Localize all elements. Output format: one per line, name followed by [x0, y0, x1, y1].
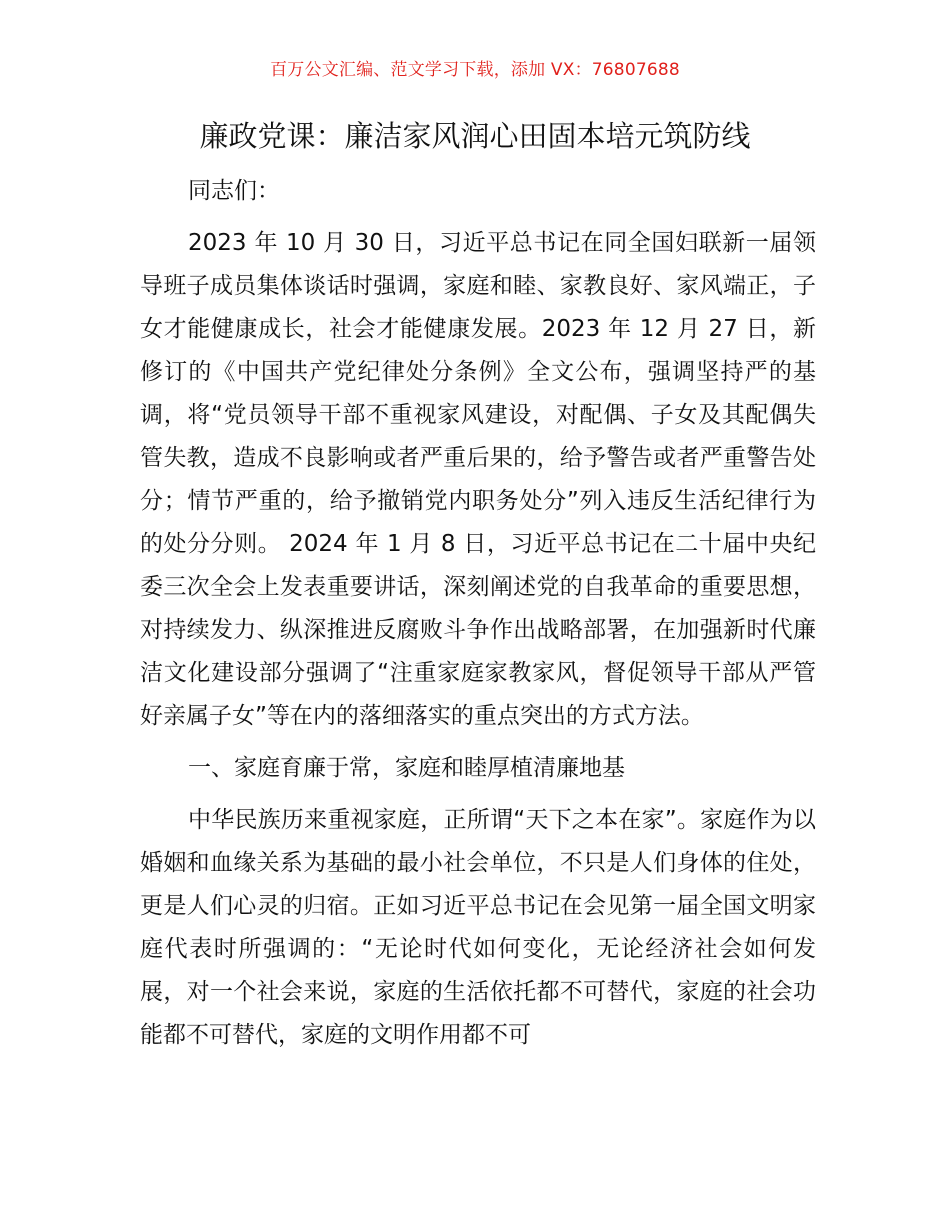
section-heading-1: 一、家庭育廉于常，家庭和睦厚植清廉地基 — [188, 755, 625, 781]
salutation: 同志们： — [188, 178, 280, 204]
document-body — [140, 170, 816, 1057]
paragraph-1: 2023 年 10 月 30 日，习近平总书记在同全国妇联新一届领导班子成员集体谈话时强调，家庭和睦、家教良好、家风端正，子女才能健康成长，社会才能健康发展。2023 年 12 月 27 日，新修订的《中国共产党纪律处分条例》全文公布，强调坚持严的基调，将“党员领导干部不重视家风建设，对配偶、子女及其配偶失管失教，造成不良影响或者严重后果的，给予警告或者严重警告处分；情节严重的，给予撤销党内职务处分”列入违反生活纪律行为的处分分则。 2024 年 1 月 8 日，习近平总书记在二十届中央纪委三次全会上发表重要讲话，深刻阐述党的自我革命的重要思想，对持续发力、纵深推进反腐败斗争作出战略部署，在加强新时代廉洁文化建设部分强调了“注重家庭家教家风，督促领导干部从严管好亲属子女”等在内的落细落实的重点突出的方式方法。 — [140, 230, 816, 729]
header-note: 百万公文汇编、范文学习下载，添加 VX：76807688 — [270, 60, 680, 80]
paragraph-2: 中华民族历来重视家庭，正所谓“天下之本在家”。家庭作为以婚姻和血缘关系为基础的最小社会单位，不只是人们身体的住处，更是人们心灵的归宿。正如习近平总书记在会见第一届全国文明家庭代表时所强调的：“无论时代如何变化，无论经济社会如何发展，对一个社会来说，家庭的生活依托都不可替代，家庭的社会功能都不可替代，家庭的文明作用都不可 — [140, 807, 816, 1048]
document-title: 廉政党课：廉洁家风润心田固本培元筑防线 — [199, 119, 751, 153]
